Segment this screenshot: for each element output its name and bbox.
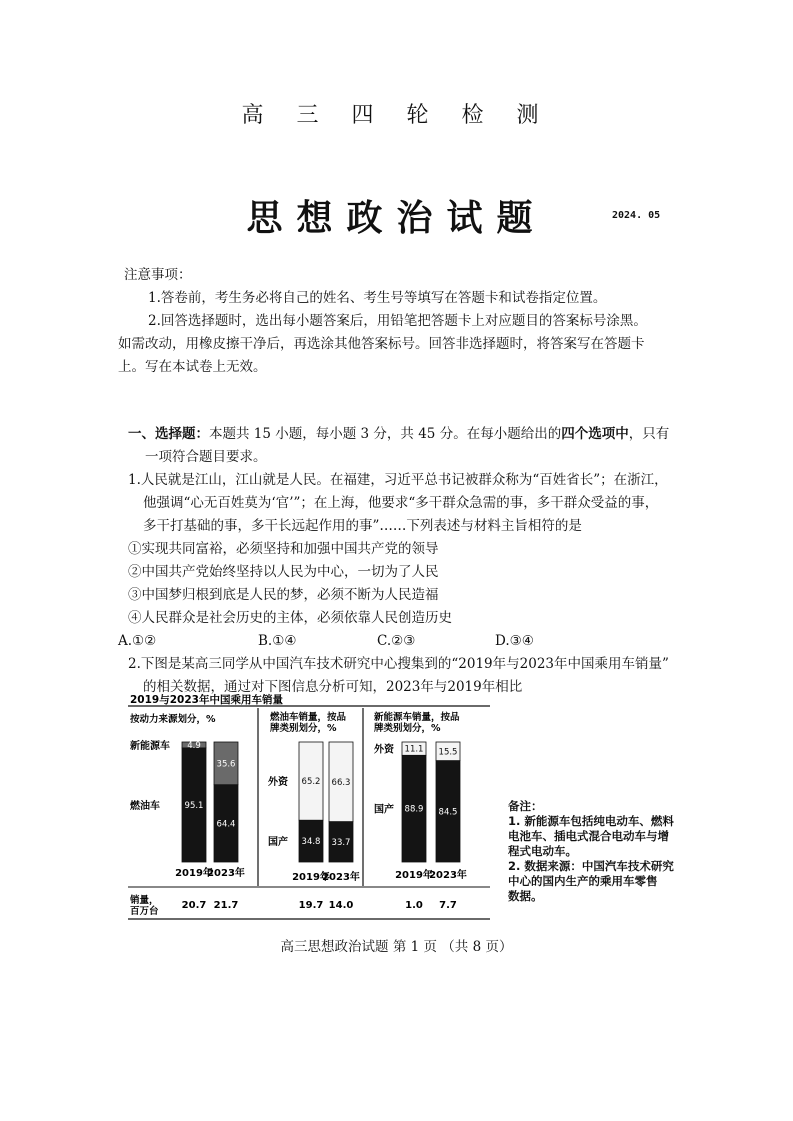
q1-choice-d: D.③④ — [495, 633, 534, 649]
chart-3-plot — [374, 742, 467, 911]
sales-value: 21.7 — [213, 900, 239, 911]
data-label: 84.5 — [438, 807, 458, 818]
chart-2-subtitle-line-2: 牌类别划分，% — [270, 723, 337, 734]
notice-item-2-line-1: 2.回答选择题时，选出每小题答案后，用铅笔把答题卡上对应题目的答案标号涂黑。 — [148, 313, 647, 329]
data-label: 88.9 — [404, 804, 424, 815]
category-label: 2019年 — [175, 868, 213, 879]
data-label: 33.7 — [331, 837, 351, 848]
exam-series-heading: 高 三 四 轮 检 测 — [241, 103, 552, 128]
sales-label-line-2: 百万台 — [130, 906, 159, 917]
exam-date: 2024. 05 — [612, 210, 661, 221]
category-label: 2019年 — [292, 872, 330, 883]
chart-2-plot — [268, 742, 360, 911]
q1-choice-b: B.①④ — [258, 633, 297, 649]
sales-value: 7.7 — [439, 900, 457, 911]
notice-item-2-line-2: 如需改动，用橡皮擦干净后，再选涂其他答案标号。回答非选择题时，将答案写在答题卡 — [118, 336, 645, 352]
notice-item-1: 1.答卷前，考生务必将自己的姓名、考生号等填写在答题卡和试卷指定位置。 — [148, 290, 607, 306]
q1-stem-line-1: 1.人民就是江山，江山就是人民。在福建，习近平总书记被群众称为“百姓省长”；在浙江， — [128, 472, 668, 488]
notes-box — [508, 799, 674, 904]
chart-3-subtitle-line-2: 牌类别划分，% — [374, 723, 441, 734]
chart-title: 2019与2023年中国乘用车销量 — [130, 694, 283, 706]
section-1-prefix: 一、选择题： — [128, 426, 209, 442]
page-footer: 高三思想政治试题 第 1 页 （共 8 页） — [280, 939, 513, 955]
series-label: 国产 — [374, 804, 394, 816]
q1-option-4: ④人民群众是社会历史的主体，必须依靠人民创造历史 — [128, 610, 452, 626]
data-label: 64.4 — [216, 819, 236, 830]
q1-option-3: ③中国梦归根到底是人民的梦，必须不断为人民造福 — [128, 587, 439, 603]
data-label: 65.2 — [301, 777, 321, 788]
q1-choice-a: A.①② — [118, 633, 157, 649]
notes-line-5: 中心的国内生产的乘用车零售 — [508, 874, 658, 888]
section-1-emphasis: 四个选项中 — [561, 426, 629, 442]
sales-value: 19.7 — [298, 900, 324, 911]
sales-value: 20.7 — [181, 900, 207, 911]
q2-stem-line-2: 的相关数据，通过对下图信息分析可知，2023年与2019年相比 — [143, 679, 523, 695]
page-title: 思想政治试题 — [246, 197, 547, 239]
q1-option-2: ②中国共产党始终坚持以人民为中心，一切为了人民 — [128, 564, 439, 580]
section-1-header-line-2: 一项符合题目要求。 — [145, 449, 267, 465]
q2-stem-line-1: 2.下图是某高三同学从中国汽车技术研究中心搜集到的“2019年与2023年中国乘用车销量” — [128, 656, 669, 672]
data-label: 34.8 — [301, 837, 321, 848]
notice-heading: 注意事项： — [124, 267, 192, 283]
data-label: 15.5 — [438, 747, 458, 758]
sales-label-line-1: 销量， — [130, 895, 159, 906]
notes-line-2: 电池车、插电式混合电动车与增 — [508, 829, 669, 843]
data-label: 95.1 — [184, 800, 204, 811]
notes-line-4: 2. 数据来源：中国汽车技术研究 — [508, 859, 674, 873]
series-label: 国产 — [268, 837, 288, 849]
q1-stem-line-2: 他强调“心无百姓莫为‘官’”；在上海，他要求“多干群众急需的事，多干群众受益的事， — [143, 495, 659, 511]
series-label: 外资 — [374, 744, 394, 756]
category-label: 2023年 — [322, 872, 360, 883]
chart-2-subtitle-line-1: 燃油车销量，按品 — [270, 712, 347, 723]
data-label: 11.1 — [404, 744, 424, 755]
series-label: 新能源车 — [130, 740, 170, 752]
chart-3-subtitle-line-1: 新能源车销量，按品 — [374, 712, 460, 723]
notice-item-2-line-3: 上。写在本试卷上无效。 — [118, 359, 267, 375]
notes-line-1: 1. 新能源车包括纯电动车、燃料 — [508, 814, 674, 828]
chart-1-subtitle: 按动力来源划分，% — [130, 714, 216, 725]
q1-stem-line-3: 多干打基础的事，多干长远起作用的事”……下列表述与材料主旨相符的是 — [143, 518, 582, 534]
category-label: 2023年 — [429, 870, 467, 881]
data-label: 66.3 — [331, 777, 351, 788]
sales-value: 1.0 — [405, 900, 423, 911]
section-1-rule: 本题共 15 小题，每小题 3 分，共 45 分。在每小题给出的 — [209, 426, 562, 442]
q1-option-1: ①实现共同富裕，必须坚持和加强中国共产党的领导 — [128, 541, 439, 557]
series-label: 外资 — [268, 777, 288, 789]
notes-line-3: 程式电动车。 — [508, 844, 577, 858]
notes-line-6: 数据。 — [508, 889, 543, 903]
data-label: 35.6 — [216, 759, 236, 770]
category-label: 2019年 — [395, 870, 433, 881]
data-label: 4.9 — [187, 740, 201, 751]
notes-heading: 备注： — [508, 799, 543, 813]
section-1-rule-end: ，只有 — [628, 426, 670, 442]
chart-1-plot — [129, 739, 245, 911]
sales-value: 14.0 — [328, 900, 354, 911]
series-label: 燃油车 — [130, 800, 160, 812]
q1-choice-c: C.②③ — [377, 633, 416, 649]
category-label: 2023年 — [207, 868, 245, 879]
